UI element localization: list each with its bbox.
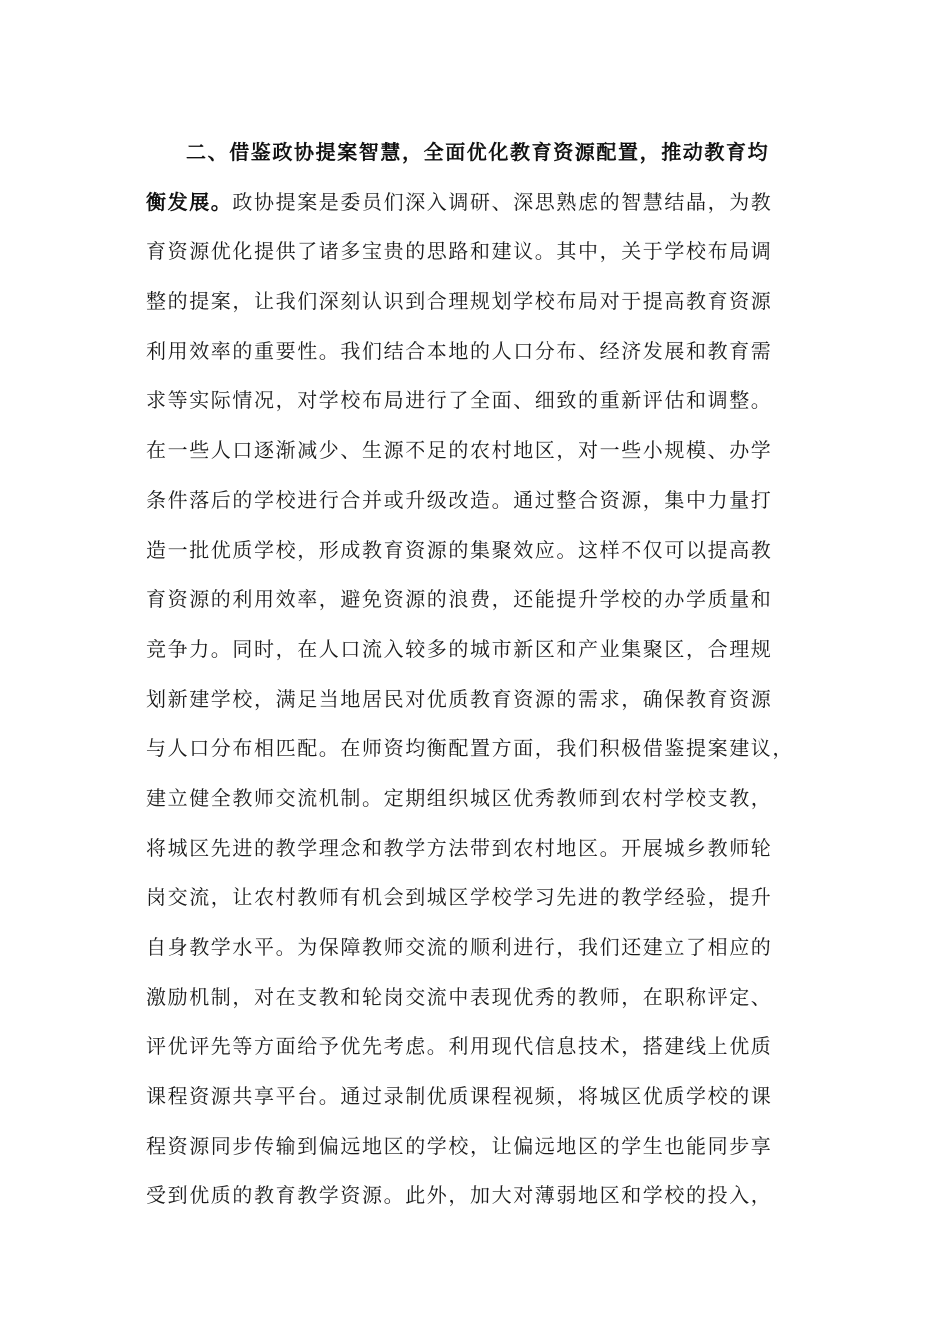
text-line: 划新建学校，满足当地居民对优质教育资源的需求，确保教育资源 [146, 686, 773, 711]
text-line [146, 128, 806, 178]
text-line: 整的提案，让我们深刻认识到合理规划学校布局对于提高教育资源 [146, 289, 773, 314]
text-line: 在一些人口逐渐减少、生源不足的农村地区，对一些小规模、办学 [146, 438, 773, 463]
text-line: 利用效率的重要性。我们结合本地的人口分布、经济发展和教育需 [146, 338, 773, 363]
text-line: 自身教学水平。为保障教师交流的顺利进行，我们还建立了相应的 [146, 935, 773, 959]
text-line: 与人口分布相匹配。在师资均衡配置方面，我们积极借鉴提案建议， [146, 736, 794, 761]
text-line: 岗交流，让农村教师有机会到城区学校学习先进的教学经验，提升 [146, 885, 773, 910]
text-line: 造一批优质学校，形成教育资源的集聚效应。这样不仅可以提高教 [146, 537, 773, 562]
paragraph [146, 128, 806, 1221]
text-line: 课程资源共享平台。通过录制优质课程视频，将城区优质学校的课 [146, 1084, 773, 1109]
body-text: 政协提案是委员们深入调研、深思熟虑的智慧结晶，为教 [232, 189, 773, 214]
section-heading: 二、借鉴政协提案智慧，全面优化教育资源配置，推动教育均 [186, 140, 770, 164]
text-line: 条件落后的学校进行合并或升级改造。通过整合资源，集中力量打 [146, 487, 773, 512]
text-line: 将城区先进的教学理念和教学方法带到农村地区。开展城乡教师轮 [146, 835, 773, 860]
text-line: 激励机制，对在支教和轮岗交流中表现优秀的教师，在职称评定、 [146, 984, 773, 1009]
text-line [146, 178, 806, 228]
text-line: 受到优质的教育教学资源。此外，加大对薄弱地区和学校的投入， [146, 1183, 773, 1208]
text-line: 评优评先等方面给予优先考虑。利用现代信息技术，搭建线上优质 [146, 1034, 773, 1059]
text-line: 育资源的利用效率，避免资源的浪费，还能提升学校的办学质量和 [146, 587, 773, 612]
text-line: 程资源同步传输到偏远地区的学校，让偏远地区的学生也能同步享 [146, 1133, 773, 1158]
text-line: 竞争力。同时，在人口流入较多的城市新区和产业集聚区，合理规 [146, 636, 773, 661]
text-line: 建立健全教师交流机制。定期组织城区优秀教师到农村学校支教， [146, 785, 773, 810]
text-line: 求等实际情况，对学校布局进行了全面、细致的重新评估和调整。 [146, 388, 773, 413]
text-line: 育资源优化提供了诸多宝贵的思路和建议。其中，关于学校布局调 [146, 239, 773, 264]
section-heading-end: 衡发展。 [146, 189, 233, 214]
